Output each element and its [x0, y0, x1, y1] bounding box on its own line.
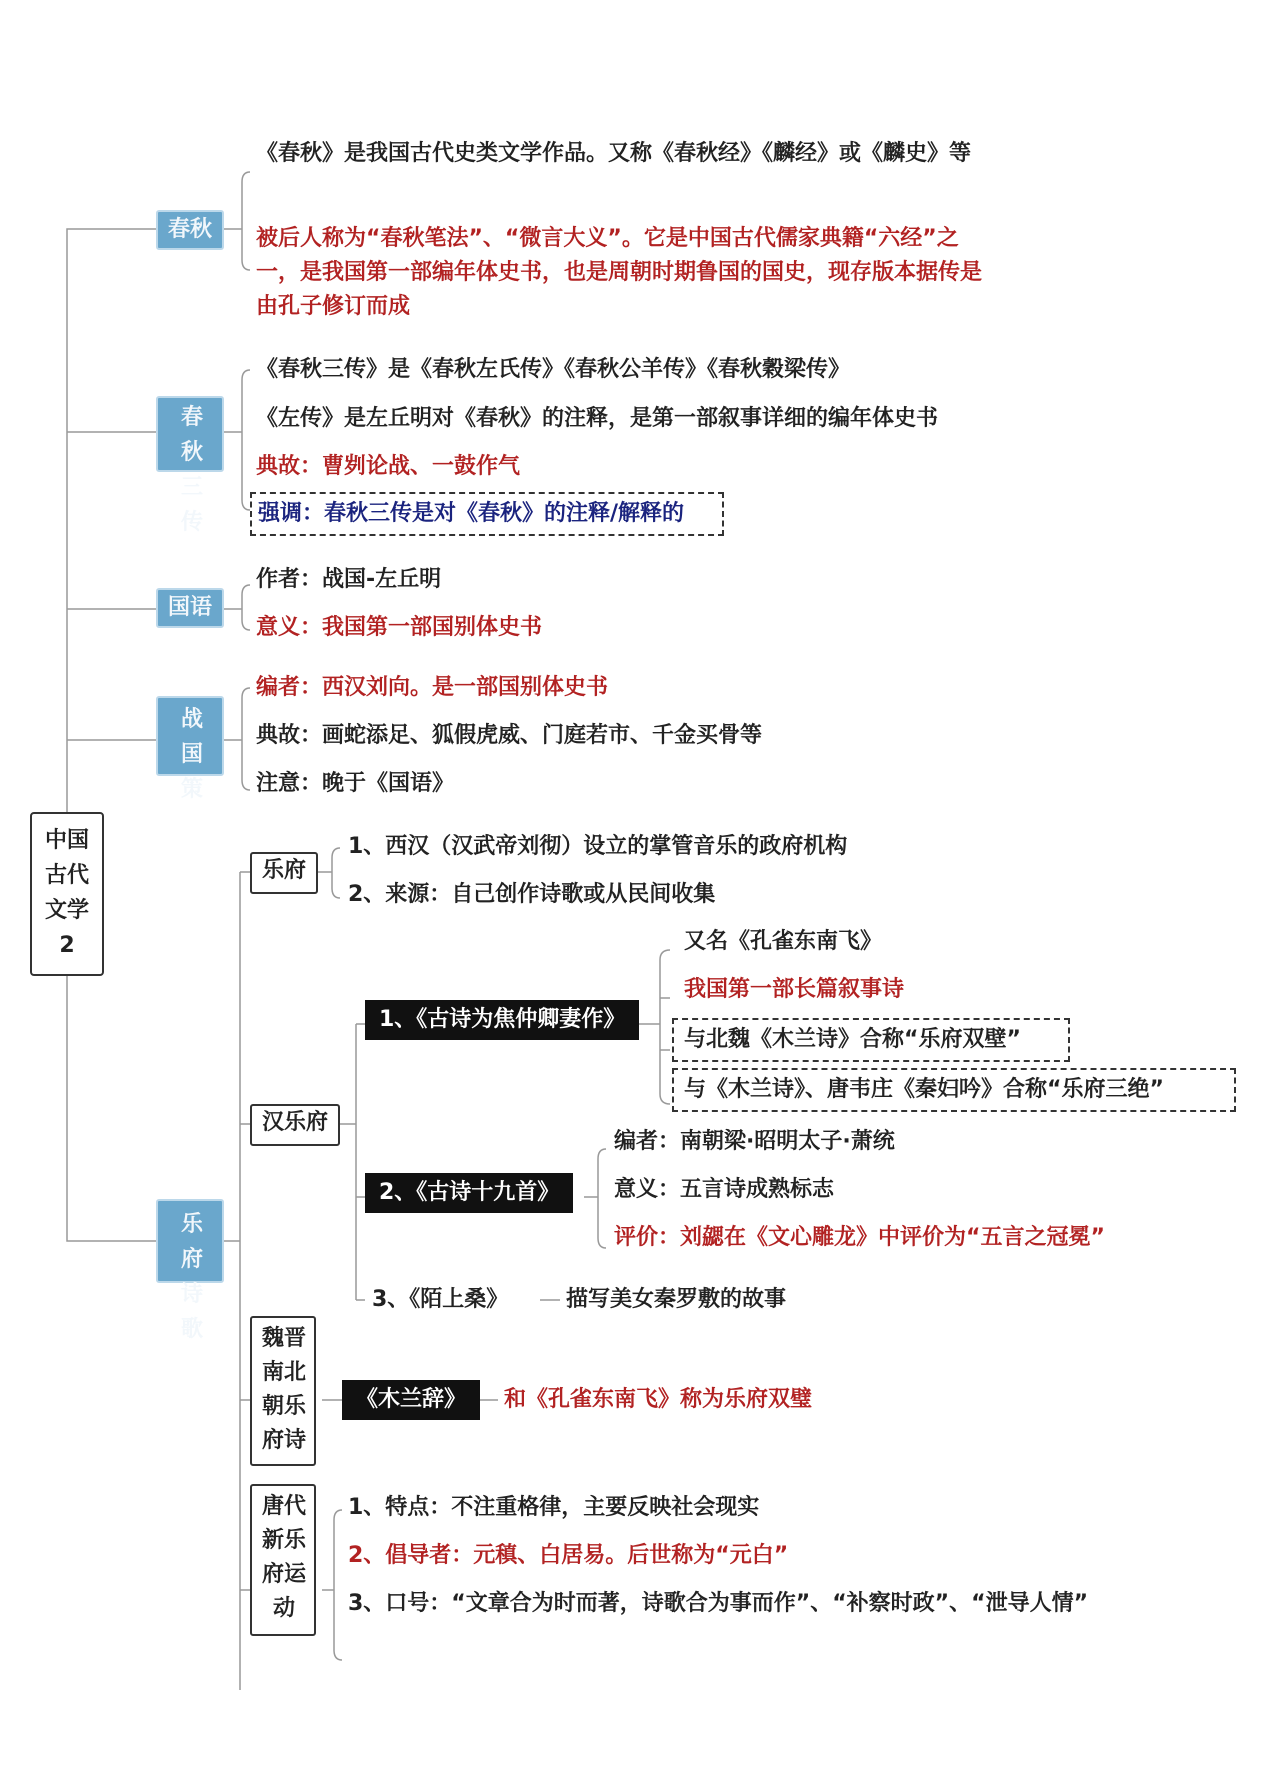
- category-zhanguoce: [156, 696, 224, 802]
- poem1-note-3: 与北魏《木兰诗》合称“乐府双壁”: [684, 1027, 1021, 1052]
- category-label: 春秋三传: [180, 405, 203, 535]
- subnode-weijin-yuefu: [250, 1316, 316, 1466]
- subnode-label: 汉乐府: [261, 1110, 328, 1135]
- chunqiu-line-2: 被后人称为“春秋笔法”、“微言大义”。它是中国古代儒家典籍“六经”之一，是我国第一部编年体史书，也是周朝时期鲁国的国史，现存版本据传是由孔子修订而成: [256, 226, 983, 319]
- category-label: 乐府诗歌: [180, 1212, 203, 1342]
- guoyu-line-2: 意义：我国第一部国别体史书: [256, 615, 543, 640]
- poem2-note-2: 意义：五言诗成熟标志: [614, 1177, 835, 1202]
- poem2-note-3: 评价：刘勰在《文心雕龙》中评价为“五言之冠冕”: [614, 1225, 1105, 1250]
- zhanguoce-line-3: 注意：晚于《国语》: [256, 771, 455, 796]
- category-yuefu: [156, 1199, 224, 1342]
- poem-mulanci: 《木兰辞》: [342, 1380, 480, 1420]
- category-label: 战国策: [180, 707, 203, 802]
- poem2-note-1: 编者：南朝梁·昭明太子·萧统: [614, 1129, 895, 1154]
- subnode-yuefu: [250, 852, 318, 894]
- root-node: [30, 812, 104, 976]
- sanzhuan-line-3: 典故：曹刿论战、一鼓作气: [256, 454, 521, 479]
- poem1-note-2: 我国第一部长篇叙事诗: [684, 977, 905, 1002]
- category-label: 国语: [167, 595, 212, 620]
- category-guoyu: [156, 588, 224, 628]
- poem1-note-1: 又名《孔雀东南飞》: [684, 929, 883, 954]
- category-sanzhuan: [156, 396, 224, 535]
- mulanci-desc: 和《孔雀东南飞》称为乐府双璧: [504, 1387, 813, 1412]
- tang-item-2: 2、倡导者：元稹、白居易。后世称为“元白”: [348, 1543, 789, 1568]
- sanzhuan-line-4: 强调：春秋三传是对《春秋》的注释/解释的: [258, 501, 685, 526]
- subnode-tang-xinyuefu: [250, 1484, 316, 1636]
- poem3-desc: 描写美女秦罗敷的故事: [566, 1287, 787, 1312]
- yuefu-item-2: 2、来源：自己创作诗歌或从民间收集: [348, 882, 716, 907]
- poem-moshangsang: 3、《陌上桑》: [372, 1287, 509, 1312]
- yuefu-item-1: 1、西汉（汉武帝刘彻）设立的掌管音乐的政府机构: [348, 834, 848, 859]
- tang-item-3: 3、口号：“文章合为时而著，诗歌合为事而作”、“补察时政”、“泄导人情”: [348, 1591, 1089, 1616]
- poem-gushi-shijiushou: 2、《古诗十九首》: [365, 1173, 573, 1213]
- tang-item-1: 1、特点：不注重格律，主要反映社会现实: [348, 1495, 760, 1520]
- zhanguoce-line-1: 编者：西汉刘向。是一部国别体史书: [256, 675, 609, 700]
- guoyu-line-1: 作者：战国-左丘明: [256, 567, 442, 592]
- root-title: 中国古代文学2: [44, 828, 89, 958]
- subnode-han-yuefu: [250, 1104, 340, 1146]
- chunqiu-line-1: 《春秋》是我国古代史类文学作品。又称《春秋经》《麟经》或《麟史》等: [256, 141, 972, 166]
- poem-jiaozhongqing: 1、《古诗为焦仲卿妻作》: [365, 1000, 639, 1040]
- subnode-label: 乐府: [261, 858, 306, 883]
- poem1-note-4: 与《木兰诗》、唐韦庄《秦妇吟》合称“乐府三绝”: [684, 1077, 1164, 1102]
- subnode-label: 唐代新乐府运动: [261, 1494, 306, 1621]
- subnode-label: 魏晋南北朝乐府诗: [261, 1326, 306, 1453]
- zhanguoce-line-2: 典故：画蛇添足、狐假虎威、门庭若市、千金买骨等: [256, 723, 763, 748]
- sanzhuan-line-2: 《左传》是左丘明对《春秋》的注释，是第一部叙事详细的编年体史书: [256, 406, 939, 431]
- sanzhuan-line-1: 《春秋三传》是《春秋左氏传》《春秋公羊传》《春秋穀梁传》: [256, 357, 851, 382]
- category-label: 春秋: [167, 217, 212, 242]
- category-chunqiu: [156, 210, 224, 250]
